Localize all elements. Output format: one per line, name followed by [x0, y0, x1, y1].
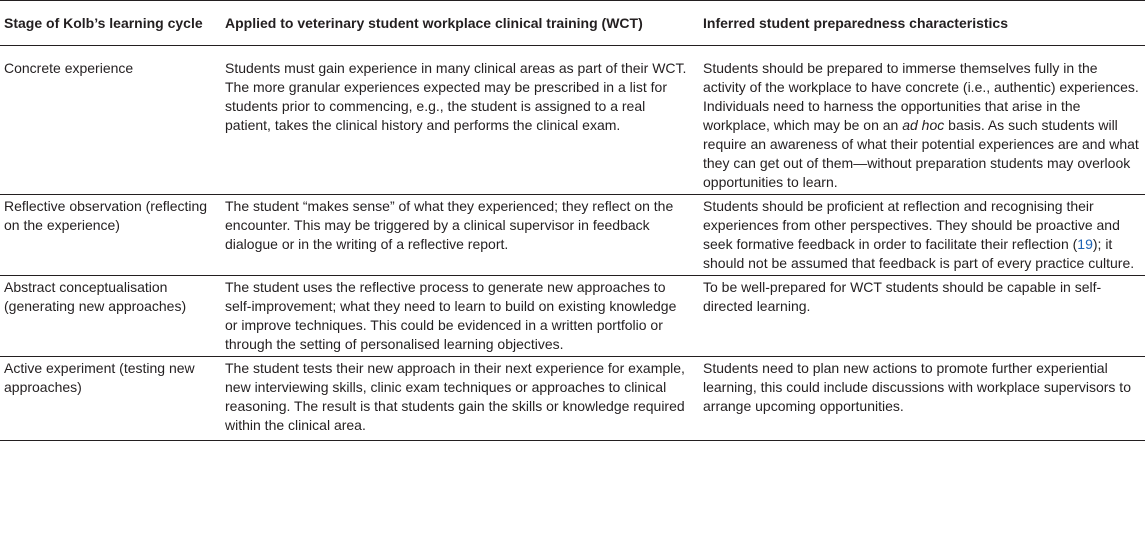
applied-text: Students must gain experience in many clinical areas as part of their WCT.: [225, 60, 687, 76]
header-inferred: Inferred student preparedness characteristics: [694, 1, 1145, 46]
applied-text: The student uses the reflective process to generate new approaches to self-improvement; what they need to learn to build on existing knowledge or improve techniques. This could be evidenced in a written portfolio or through the setting of personalised learning objectives.: [225, 279, 677, 352]
applied-cell: [218, 46, 694, 195]
table-row: [0, 276, 1145, 357]
applied-cell: [218, 357, 694, 441]
inferred-text: basis. As such students will require an awareness of what their potential experiences are and what they can get out of them—without preparation students may overlook opportunities to learn.: [703, 117, 1139, 190]
inferred-text: Students should be proficient at reflection and recognising their experiences from other perspectives. They should be proactive and seek formative feedback in order to facilitate their reflection (: [703, 198, 1120, 252]
stage-cell: Active experiment (testing new approaches): [0, 357, 218, 441]
inferred-cell: [694, 46, 1145, 195]
table-row: [0, 195, 1145, 276]
applied-text: The student “makes sense” of what they experienced; they reflect on the encounter. This may be triggered by a clinical supervisor in feedback dialogue or in the writing of a reflective report.: [225, 198, 674, 252]
inferred-text: Students need to plan new actions to promote further experiential learning, this could include discussions with workplace supervisors to arrange upcoming opportunities.: [703, 360, 1131, 414]
stage-cell: Concrete experience: [0, 46, 218, 195]
applied-text: The more granular experiences expected may be prescribed in a list for students prior to commencing, e.g., the student is assigned to a real patient, takes the clinical history and performs the clinical exam.: [225, 79, 667, 133]
inferred-cell: [694, 276, 1145, 357]
header-row: [0, 1, 1145, 46]
inferred-cell: [694, 195, 1145, 276]
stage-cell: Reflective observation (reflecting on the experience): [0, 195, 218, 276]
applied-cell: [218, 195, 694, 276]
inferred-cell: [694, 357, 1145, 441]
header-stage: Stage of Kolb’s learning cycle: [0, 1, 218, 46]
reference-link[interactable]: 19: [1077, 236, 1093, 252]
table-row: [0, 357, 1145, 441]
inferred-text: ); it should not be assumed that feedback is part of every practice culture.: [703, 236, 1135, 271]
applied-text: The student tests their new approach in their next experience for example, new interviewing skills, clinic exam techniques or approaches to clinical reasoning. The result is that students gain the skills or knowledge required within the clinical area.: [225, 360, 685, 433]
table-row: [0, 46, 1145, 195]
header-applied: Applied to veterinary student workplace clinical training (WCT): [218, 1, 694, 46]
inferred-text: To be well-prepared for WCT students should be capable in self-directed learning.: [703, 279, 1102, 314]
inferred-italic-text: ad hoc: [902, 117, 945, 133]
applied-cell: [218, 276, 694, 357]
stage-cell: Abstract conceptualisation (generating new approaches): [0, 276, 218, 357]
inferred-text: Students should be prepared to immerse themselves fully in the activity of the workplace to have concrete (i.e., authentic) experiences. Individuals need to harness the opportunities that arise in the workplace, which may be on an: [703, 60, 1139, 133]
